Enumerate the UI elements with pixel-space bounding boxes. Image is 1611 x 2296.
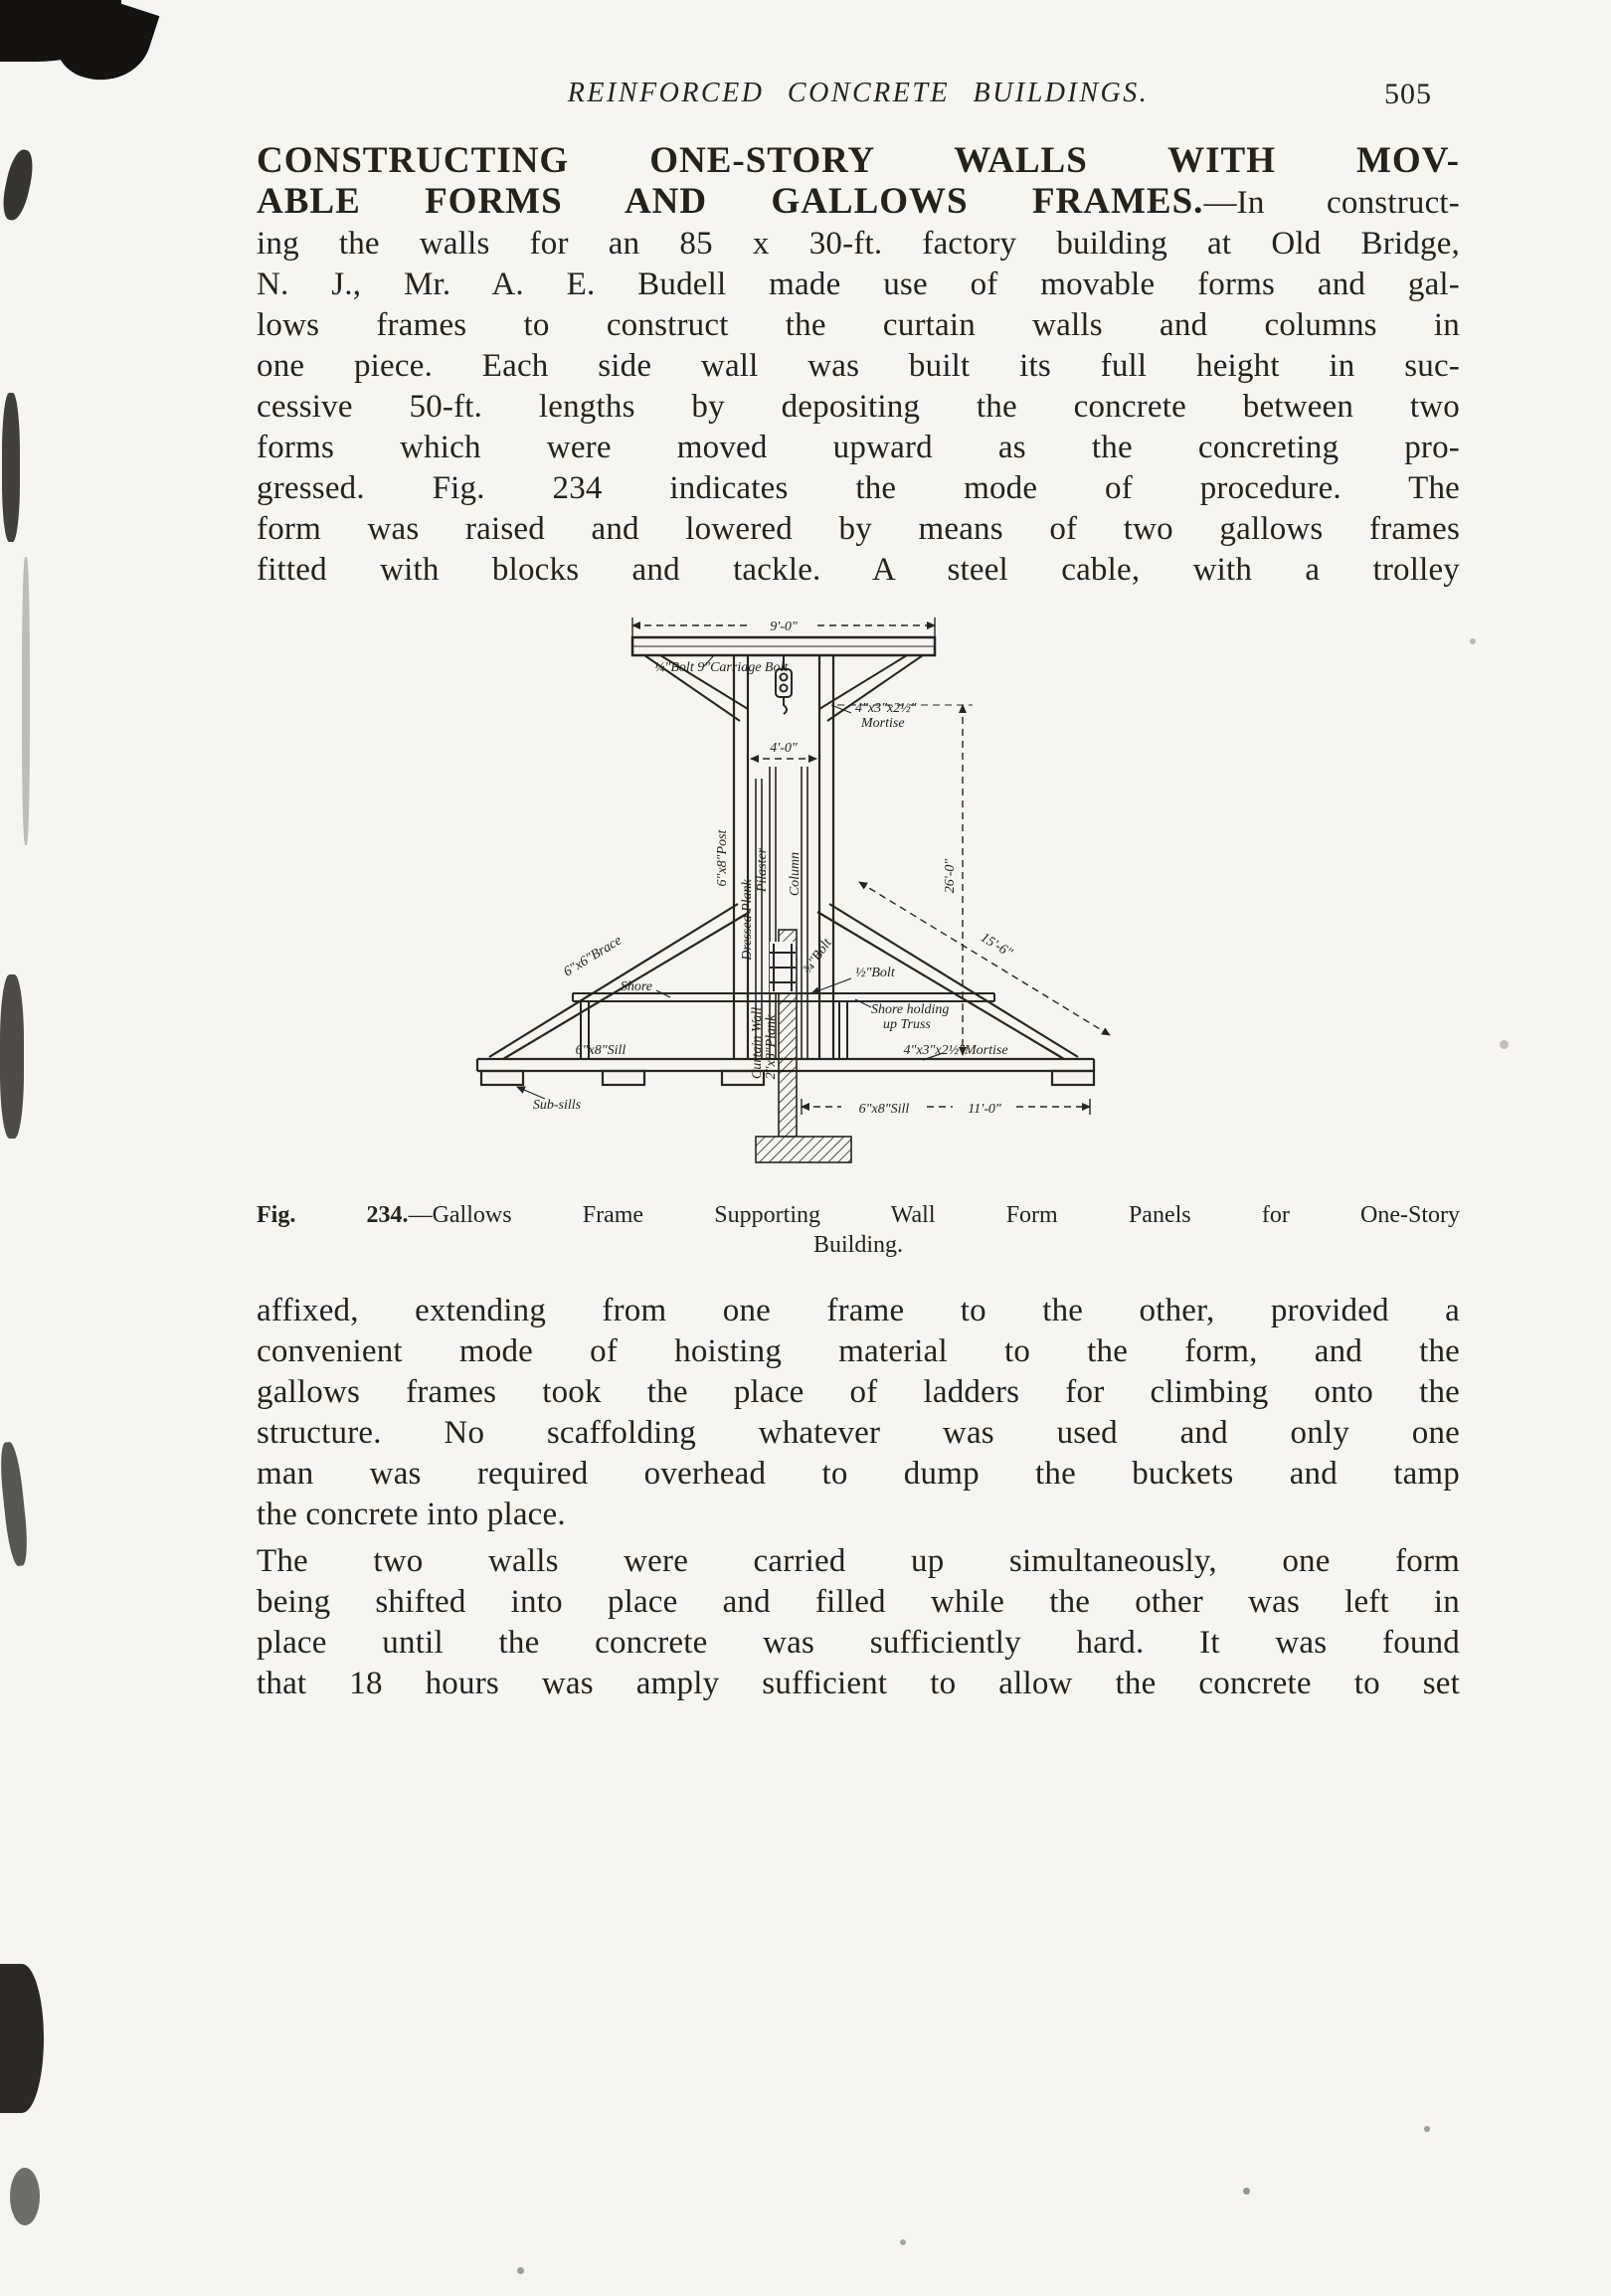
label-shore: Shore: [620, 979, 652, 994]
label-curtain-wall: Curtain Wall: [750, 1006, 765, 1080]
label-bolt-34: ¾"Bolt: [800, 936, 835, 977]
top-beam: [632, 637, 935, 655]
label-dressed-plank: Dressed Plank: [740, 879, 755, 961]
label-post: 6"x8"Post: [715, 829, 730, 887]
label-plank-2x8: 2"x8"Plank: [764, 1014, 779, 1080]
text-line: [257, 1330, 1460, 1371]
body-text: affixed, extending from one frame to the other, provided a: [257, 1293, 1460, 1328]
text-line: [257, 1663, 1460, 1703]
label-mortise-top-word: Mortise: [861, 716, 905, 731]
text-line: [257, 1290, 1460, 1330]
label-sill-left: 6"x8"Sill: [575, 1043, 626, 1058]
body-text: convenient mode of hoisting material to the form, and the: [257, 1333, 1460, 1369]
figure-labels: [533, 619, 1015, 1117]
figure-caption: [257, 1200, 1460, 1260]
label-sub-sills: Sub-sills: [532, 1098, 582, 1113]
scan-artifact: [1243, 2188, 1250, 2195]
figure-234: [406, 610, 1162, 1186]
text-line: [257, 1453, 1460, 1494]
body-text: being shifted into place and filled while the other was left in: [257, 1584, 1460, 1620]
label-column: Column: [788, 851, 803, 897]
scan-artifact: [10, 2168, 40, 2225]
text-line: [257, 427, 1460, 467]
body-text: one piece. Each side wall was built its full height in suc-: [257, 348, 1460, 384]
body-text: gallows frames took the place of ladders for climbing onto the: [257, 1374, 1460, 1410]
bolt-detail: [770, 942, 796, 993]
caption-line-1: [257, 1200, 1460, 1230]
text-line: [257, 264, 1460, 304]
text-line: [257, 182, 1460, 223]
scan-artifact: [0, 1964, 44, 2113]
label-dim-9ft: 9'-0": [770, 619, 798, 634]
scan-artifact: [900, 2239, 906, 2245]
paragraph-intro: [257, 141, 1460, 590]
text-line: [257, 386, 1460, 427]
scan-artifact: [0, 974, 24, 1139]
text-line: [257, 1494, 1460, 1534]
label-mortise-bottom: 4"x3"x2½"Mortise: [903, 1043, 1008, 1058]
scan-artifact: [0, 1441, 30, 1566]
text-line: [257, 1622, 1460, 1663]
label-mortise-top-size: 4"x3"x2½": [855, 701, 917, 716]
text-line: [257, 508, 1460, 549]
text-line: [257, 304, 1460, 345]
label-shore-truss-2: up Truss: [883, 1017, 931, 1032]
scan-artifact: [1500, 1040, 1509, 1049]
label-pilaster: Pilaster: [755, 847, 770, 893]
heading-bold-text: CONSTRUCTING ONE-STORY WALLS WITH MOV-: [257, 140, 1460, 181]
body-text: the concrete into place.: [257, 1497, 566, 1532]
body-text: cessive 50-ft. lengths by depositing the concrete between two: [257, 389, 1460, 425]
text-line: [257, 467, 1460, 508]
text-line: [257, 223, 1460, 264]
label-bolt-12: ½"Bolt: [855, 966, 895, 980]
label-top-bolts: ¼"Bolt 9"Carriage Bolt: [654, 660, 789, 675]
caption-line-2: Building.: [812, 1232, 903, 1258]
body-text: place until the concrete was sufficiently hard. It was found: [257, 1625, 1460, 1661]
caption-text: —Gallows Frame Supporting Wall Form Panels for One-Story: [408, 1202, 1461, 1228]
scan-artifact: [517, 2267, 524, 2274]
scan-artifact: [1424, 2126, 1430, 2132]
body-text: —In construct-: [1203, 185, 1460, 221]
running-head: [257, 78, 1460, 115]
label-dim-26ft: 26'-0": [943, 858, 958, 894]
body-text: The two walls were carried up simultaneously, one form: [257, 1543, 1460, 1579]
scan-artifact: [0, 147, 37, 222]
label-dim-4ft: 4'-0": [770, 741, 798, 756]
text-line: [257, 549, 1460, 590]
body-text: that 18 hours was amply sufficient to allow the concrete to set: [257, 1666, 1460, 1701]
label-dim-15ft: 15'-6": [978, 930, 1015, 962]
text-line: [257, 1581, 1460, 1622]
body-text: ing the walls for an 85 x 30-ft. factory building at Old Bridge,: [257, 226, 1460, 262]
label-brace: 6"x6"Brace: [561, 933, 625, 980]
text-line: [257, 345, 1460, 386]
running-title: REINFORCED CONCRETE BUILDINGS.: [567, 78, 1150, 108]
page-content: [257, 0, 1460, 1703]
scan-artifact: [48, 0, 160, 93]
text-line: [257, 1412, 1460, 1453]
body-text: N. J., Mr. A. E. Budell made use of movable forms and gal-: [257, 266, 1460, 302]
page-number: 505: [1384, 78, 1432, 110]
scan-artifact: [22, 557, 30, 845]
text-line: [257, 1540, 1460, 1581]
paragraph-3: [257, 1540, 1460, 1703]
heading-bold-text: ABLE FORMS AND GALLOWS FRAMES.: [257, 181, 1204, 222]
body-text: form was raised and lowered by means of two gallows frames: [257, 511, 1460, 547]
text-line: [257, 1371, 1460, 1412]
body-text: gressed. Fig. 234 indicates the mode of procedure. The: [257, 470, 1460, 506]
gallows-frame-drawing: [406, 610, 1162, 1181]
dimension-11ft: [802, 1099, 1090, 1115]
text-line: [257, 141, 1460, 182]
body-text: structure. No scaffolding whatever was used and only one: [257, 1415, 1460, 1451]
label-dim-11ft: 11'-0": [968, 1102, 1001, 1117]
body-text: forms which were moved upward as the concreting pro-: [257, 430, 1460, 465]
label-sill-right: 6"x8"Sill: [858, 1102, 910, 1117]
paragraph-2: [257, 1290, 1460, 1534]
figure-number: Fig. 234.: [257, 1202, 409, 1228]
body-text: fitted with blocks and tackle. A steel cable, with a trolley: [257, 552, 1460, 588]
scan-artifact: [2, 393, 20, 542]
label-shore-truss-1: Shore holding: [871, 1002, 950, 1017]
body-text: man was required overhead to dump the buckets and tamp: [257, 1456, 1460, 1492]
body-text: lows frames to construct the curtain walls and columns in: [257, 307, 1460, 343]
scan-artifact: [1470, 638, 1476, 644]
